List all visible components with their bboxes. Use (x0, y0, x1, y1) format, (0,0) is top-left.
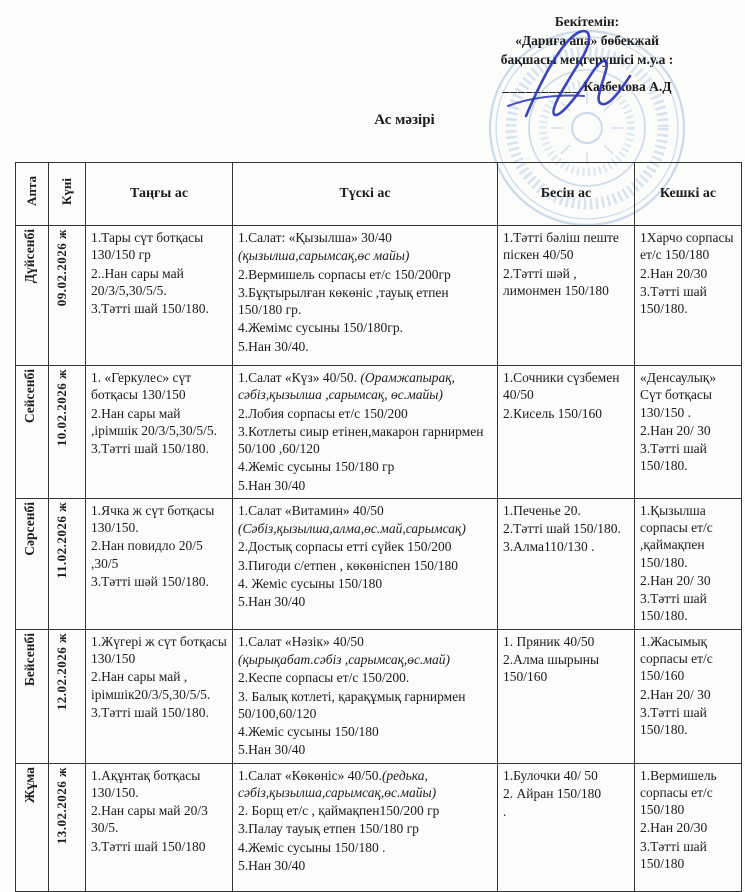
menu-row-Дүйсенбі (16, 226, 742, 366)
breakfast-cell: 1.Жүгері ж сүт ботқасы 130/150 2.Нан сары май , ірімшік20/3/5,30/5/5. 3.Тәтті шай 150/180. (86, 629, 233, 763)
day-name: Бейсенбі (22, 632, 37, 686)
menu-table-body (16, 226, 742, 892)
date-value: 12.02.2026 ж (54, 632, 69, 710)
afternoon-cell: 1.Печенье 20. 2.Тәтті шай 150/180. 3.Алма110/130 . (498, 498, 635, 629)
menu-row-Жұма (16, 763, 742, 891)
day-cell (16, 226, 49, 366)
afternoon-cell: 1.Булочки 40/ 50 2. Айран 150/180 . (498, 763, 635, 891)
dinner-cell: 1.Жасымық сорпасы ет/с 150/160 2.Нан 20/ 30 3.Тәтті шай 150/180. (635, 629, 742, 763)
date-cell (49, 763, 86, 891)
dinner-cell: 1.Қызылша сорпасы ет/с ,қаймақпен 150/180. 2.Нан 20/ 30 3.Тәтті шай 150/180. (635, 498, 742, 629)
date-cell (49, 366, 86, 499)
menu-row-Сәрсенбі (16, 498, 742, 629)
breakfast-cell: 1. «Геркулес» сүт ботқасы 130/150 2.Нан сары май ,ірімшік 20/3/5,30/5/5. 3.Тәтті шай 150/180. (86, 366, 233, 499)
day-name: Дүйсенбі (22, 229, 37, 284)
lunch-cell: 1.Салат «Витамин» 40/50 (Сәбіз,қызылша,алма,өс.май,сарымсақ) 2.Достық сорпасы етті сүйек 150/200 3.Пигоди с/етпен , көкөніспен 150/180 4. Жеміс сусыны 150/180 5.Нан 30/40 (233, 498, 498, 629)
menu-row-Бейсенбі (16, 629, 742, 763)
date-value: 10.02.2026 ж (54, 369, 69, 447)
afternoon-cell: 1.Сочники сүзбемен 40/50 2.Кисель 150/160 (498, 366, 635, 499)
date-cell (49, 226, 86, 366)
day-cell (16, 498, 49, 629)
signer-name: Казбекова А.Д (583, 79, 672, 94)
afternoon-cell: 1.Тәтті бәліш пеште піскен 40/50 2.Тәтті шәй , лимонмен 150/180 (498, 226, 635, 366)
approval-line-2: «Дариға апа» бөбекжай (515, 33, 659, 48)
column-header-3: Түскі ас (233, 163, 498, 226)
column-header-0: Апта (16, 163, 49, 226)
lunch-cell: 1.Салат: «Қызылша» 30/40 (қызылша,сарымсақ,өс майы) 2.Вермишель сорпасы ет/с 150/200гр 3.Бұқтырылған көкөніс ,тауық етпен 150/180 гр. 4.Жемімс сусыны 150/180гр. 5.Нан 30/40. (233, 226, 498, 366)
day-name: Жұма (22, 766, 37, 803)
day-cell (16, 763, 49, 891)
menu-row-Сейсенбі (16, 366, 742, 499)
breakfast-cell: 1.Ақұнтақ ботқасы 130/150. 2.Нан сары май 20/3 30/5. 3.Тәтті шай 150/180 (86, 763, 233, 891)
column-header-4: Бесін ас (498, 163, 635, 226)
day-cell (16, 629, 49, 763)
page-title: Ас мәзірі (374, 112, 435, 128)
date-value: 11.02.2026 ж (54, 501, 69, 579)
date-cell (49, 498, 86, 629)
menu-table-header-row (16, 163, 742, 226)
dinner-cell: «Денсаулық» Сүт ботқасы 130/150 . 2.Нан 20/ 30 3.Тәтті шай 150/180. (635, 366, 742, 499)
dinner-cell: 1.Вермишель сорпасы ет/с 150/180 2.Нан 20/30 3.Тәтті шай 150/180 (635, 763, 742, 891)
breakfast-cell: 1.Ячка ж сүт ботқасы 130/150. 2.Нан повидло 20/5 ,30/5 3.Тәтті шәй 150/180. (86, 498, 233, 629)
approval-line-1: Бекітемін: (554, 14, 620, 29)
day-name: Сәрсенбі (22, 501, 37, 556)
dinner-cell: 1Харчо сорпасы ет/с 150/180 2.Нан 20/30 3.Тәтті шай 150/180. (635, 226, 742, 366)
lunch-cell: 1.Салат «Күз» 40/50. (Орамжапырақ, сәбіз,қызылша ,сарымсақ, өс.майы) 2.Лобия сорпасы ет/с 150/200 3.Котлеты сиыр етінен,макарон гарнирмен 50/100 ,60/120 4.Жеміс сусыны 150/180 гр 5.Нан 30/40 (233, 366, 498, 499)
signature-line: __________ (502, 79, 580, 94)
date-value: 13.02.2026 ж (54, 766, 69, 844)
column-header-5: Кешкі ас (635, 163, 742, 226)
afternoon-cell: 1. Пряник 40/50 2.Алма шырыны 150/160 (498, 629, 635, 763)
approval-block (437, 12, 737, 96)
approval-line-3: бақшасы меңгерушісі м.у.а : (500, 52, 674, 67)
column-header-1: Күні (49, 163, 86, 226)
breakfast-cell: 1.Тары сүт ботқасы 130/150 гр 2..Нан сары май 20/3/5,30/5/5. 3.Тәтті шай 150/180. (86, 226, 233, 366)
date-value: 09.02.2026 ж (54, 229, 69, 307)
lunch-cell: 1.Салат «Нәзік» 40/50 (қырықабат.сәбіз ,сарымсақ,өс.май) 2.Кеспе сорпасы ет/с 150/200. 3. Балық котлеті, қарақұмық гарнирмен 50/100,60/120 4.Жеміс сусыны 150/180 5.Нан 30/40 (233, 629, 498, 763)
approval-signature-row (437, 77, 737, 96)
day-cell (16, 366, 49, 499)
day-name: Сейсенбі (22, 369, 37, 424)
date-cell (49, 629, 86, 763)
lunch-cell: 1.Салат «Көкөніс» 40/50.(редька, сәбіз,қызылша,сарымсақ,өс.майы) 2. Борщ ет/с , қаймақпен150/200 гр 3.Палау тауық етпен 150/180 гр 4.Жеміс сусыны 150/180 . 5.Нан 30/40 (233, 763, 498, 891)
column-header-2: Таңғы ас (86, 163, 233, 226)
menu-table (15, 162, 742, 892)
